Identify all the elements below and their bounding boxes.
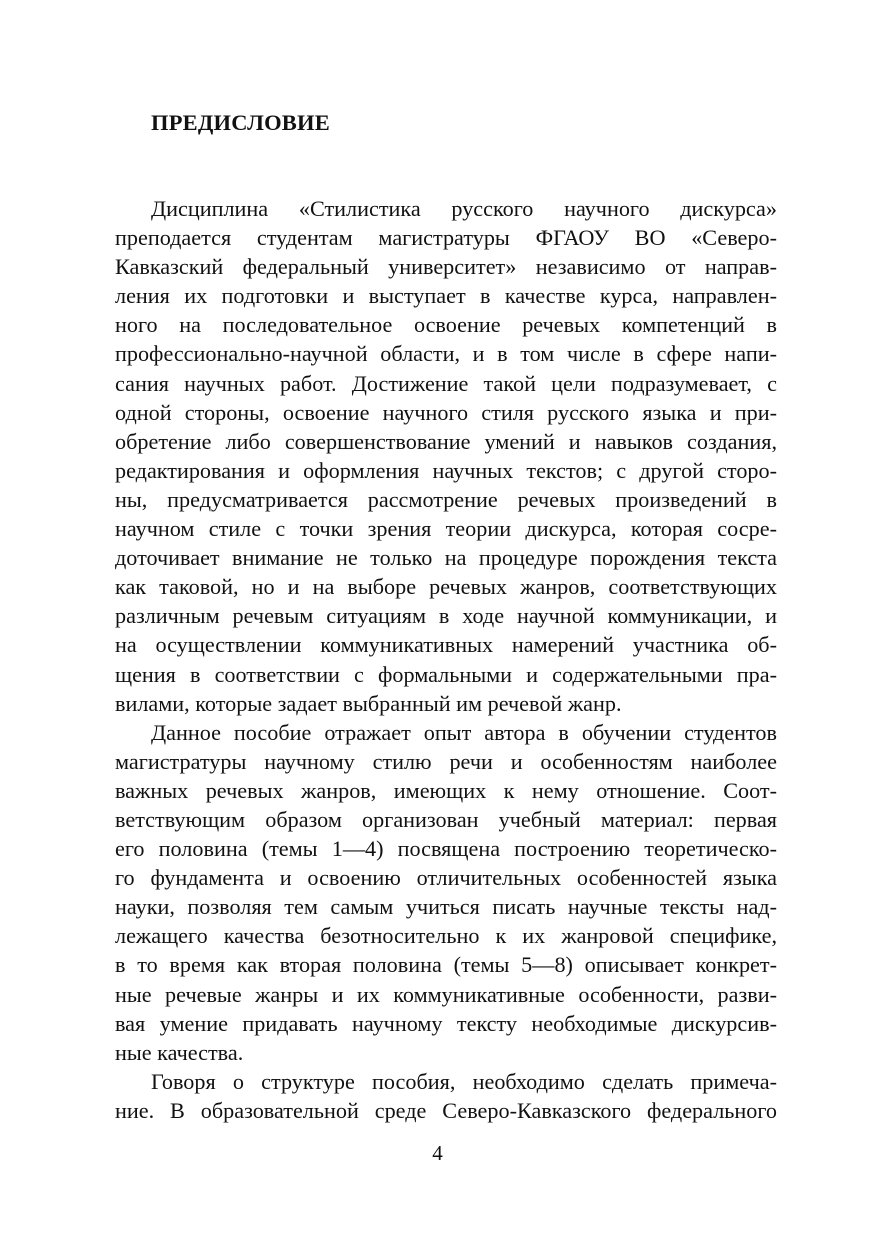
text-line: науки, позволяя тем самым учиться писать научные тексты над- — [115, 894, 777, 920]
text-line: преподается студентам магистратуры ФГАОУ ВО «Северо- — [115, 225, 777, 251]
paragraph — [115, 1067, 777, 1125]
text-line: на осуществлении коммуникативных намерений участника об- — [115, 632, 777, 658]
body-text — [115, 194, 777, 1125]
text-line: как таковой, но и на выборе речевых жанров, соответствующих — [115, 574, 777, 600]
text-line: ветствующим образом организован учебный материал: первая — [115, 806, 777, 832]
text-line: ны, предусматривается рассмотрение речевых произведений в — [115, 486, 777, 512]
text-line: обретение либо совершенствование умений и навыков создания, — [115, 428, 777, 454]
text-line: Дисциплина «Стилистика русского научного дискурса» — [151, 196, 777, 221]
text-line: Кавказский федеральный университет» независимо от направ- — [115, 254, 777, 280]
text-line: профессионально-научной области, и в том числе в сфере напи- — [115, 341, 777, 367]
text-line: различным речевым ситуациям в ходе научной коммуникации, и — [115, 603, 777, 629]
text-line: лежащего качества безотносительно к их жанровой специфике, — [115, 923, 777, 949]
text-line: научном стиле с точки зрения теории дискурса, которая сосре- — [115, 516, 777, 542]
text-line: щения в соответствии с формальными и содержательными пра- — [115, 661, 777, 687]
paragraph — [115, 194, 777, 718]
text-line: магистратуры научному стилю речи и особенностям наиболее — [115, 748, 777, 774]
text-line: редактирования и оформления научных текстов; с другой сторо- — [115, 457, 777, 483]
text-line: одной стороны, освоение научного стиля русского языка и при- — [115, 399, 777, 425]
text-line: сания научных работ. Достижение такой цели подразумевает, с — [115, 370, 777, 396]
text-line: ления их подготовки и выступает в качестве курса, направлен- — [115, 283, 777, 309]
text-line: ние. В образовательной среде Северо-Кавказского федерального — [115, 1097, 777, 1123]
text-line: ного на последовательное освоение речевых компетенций в — [115, 312, 777, 338]
page-title: ПРЕДИСЛОВИЕ — [151, 110, 330, 135]
text-line: го фундамента и освоению отличительных особенностей языка — [115, 865, 777, 891]
text-line: его половина (темы 1—4) посвящена построению теоретическо- — [115, 836, 777, 862]
text-line: ные качества. — [115, 1039, 244, 1065]
text-line: вая умение придавать научному тексту необходимые дискурсив- — [115, 1010, 777, 1036]
text-line: Говоря о структуре пособия, необходимо сделать примеча- — [151, 1068, 777, 1094]
text-line: важных речевых жанров, имеющих к нему отношение. Соот- — [115, 777, 777, 803]
text-line: в то время как вторая половина (темы 5—8) описывает конкрет- — [115, 952, 777, 978]
text-line: Данное пособие отражает опыт автора в обучении студентов — [151, 719, 777, 745]
text-line: ные речевые жанры и их коммуникативные особенности, разви- — [115, 981, 777, 1007]
text-line: доточивает внимание не только на процедуре порождения текста — [115, 545, 777, 571]
page-number: 4 — [432, 1141, 443, 1165]
text-line: вилами, которые задает выбранный им речевой жанр. — [115, 690, 622, 716]
paragraph — [115, 718, 777, 1067]
